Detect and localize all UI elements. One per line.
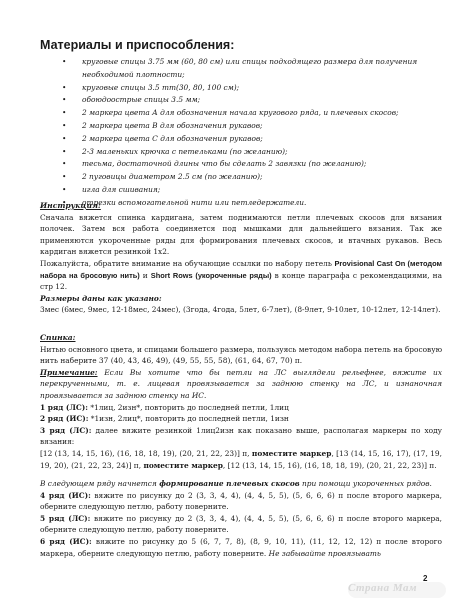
markers-paragraph: [12 (13, 14, 15, 16), (16, 18, 18, 19), (20, 21, 22, 23)] п, поместите маркер, [13 (14, 15, 16, 17), (17, 19, 19, 20), (21, 22, 23, 24)] п, поместите маркер, [12 (13, 14, 15, 16), (16, 18, 18, 19), (20, 21, 22, 23)] п.	[40, 448, 442, 470]
list-item: • 2 маркера цвета А для обозначения начала кругового ряда, и плечевых скосов;	[40, 107, 440, 120]
provisional-cast-on-link[interactable]: Provisional Cast On (методом набора на бросовую нить)	[40, 258, 442, 280]
note-paragraph: Примечание: Если Вы хотите что бы петли на ЛС выглядели рельефнее, вяжите их перекрученными, т. е. лицевая провязывается за заднюю стенку на ЛС, и изнаночная провязывается за заднюю стенку на ИС.	[40, 367, 442, 400]
instructions-paragraph: Сначала вяжется спинка кардигана, затем поднимаются петли плечевых скосов для вязания полочек. Затем вся работа соединяется под мышками для дальнейшего вязания. Так же применяются укороченные ряды для формирования плечевых скосов, и втачных рукавов. Весь кардиган вяжется резинкой 1х2.	[40, 212, 442, 257]
watermark-text: Страна Мам	[348, 582, 418, 594]
list-item: • обоюдоострые спицы 3.5 мм;	[40, 94, 440, 107]
instructions-heading: Инструкция:	[40, 201, 101, 210]
back-heading: Спинка:	[40, 333, 76, 342]
note-label: Примечание:	[40, 367, 98, 377]
row-6: 6 ряд (ИС): вяжите по рисунку до 5 (6, 7, 7, 8), (8, 9, 10, 11), (11, 12, 12, 12) п после второго маркера, оберните следующую петлю, работу поверните. Не забывайте провязывать	[40, 536, 442, 558]
list-item: • тесьма, достаточной длины что бы сделать 2 завязки (по желанию);	[40, 158, 440, 171]
instructions-section	[40, 200, 442, 316]
list-item: • круговые спицы 3.5 mm(30, 80, 100 см);	[40, 82, 440, 95]
sizes-heading: Размеры даны как указано:	[40, 293, 162, 303]
list-item: • отрезки вспомогательной нити или петледержатели.	[40, 197, 440, 210]
row-1: 1 ряд (ЛС): *1лиц, 2изн*, повторить до последней петли, 1лиц	[40, 402, 289, 412]
page-number: 2	[423, 574, 428, 583]
sizes-text: 3мес (6мес, 9мес, 12-18мес, 24мес), (3года, 4года, 5лет, 6-7лет), (8-9лет, 9-10лет, 10-12лет, 12-14лет).	[40, 305, 441, 315]
short-rows-link[interactable]: Short Rows (укороченные ряды)	[150, 270, 272, 280]
shoulders-section	[40, 478, 442, 559]
materials-heading: Материалы и приспособления:	[40, 38, 235, 52]
list-item: • игла для сшивания;	[40, 184, 440, 197]
back-section	[40, 332, 442, 471]
row-2: 2 ряд (ИС): *1изн, 2лиц*, повторить до последней петли, 1изн	[40, 414, 289, 424]
list-item: • 2 пуговицы диаметром 2.5 см (по желанию);	[40, 171, 440, 184]
list-item: • круговые спицы 3.75 мм (60, 80 см) или спицы подходящего размера для получения необходимой плотности;	[40, 56, 440, 82]
tutorial-links-paragraph: Пожалуйста, обратите внимание на обучающие ссылки по набору петель Provisional Cast On (методом набора на бросовую нить) и Short Rows (укороченные ряды) в конце параграфа с рекомендациями, на стр 12.	[40, 258, 443, 292]
shoulders-intro: В следующем ряду начнется формирование плечевых скосов при помощи укороченных рядов.	[40, 479, 432, 488]
row-3: 3 ряд (ЛС): далее вяжите резинкой 1лиц2изн как показано выше, располагая маркеры по ходу вязания:	[40, 425, 442, 447]
row-5: 5 ряд (ЛС): вяжите по рисунку до 2 (3, 3, 4, 4), (4, 4, 5, 5), (5, 6, 6, 6) п после второго маркера, оберните следующую петлю, работу поверните.	[40, 513, 443, 535]
row-4: 4 ряд (ИС): вяжите по рисунку до 2 (3, 3, 4, 4), (4, 4, 5, 5), (5, 6, 6, 6) п после второго маркера, оберните следующую петлю, работу поверните.	[40, 490, 442, 512]
list-item: • 2-3 маленьких крючка с петельками (по желанию);	[40, 146, 440, 159]
list-item: • 2 маркера цвета С для обозначения рукавов;	[40, 133, 440, 146]
watermark-logo	[348, 582, 446, 598]
list-item: • 2 маркера цвета В для обозначения рукавов;	[40, 120, 440, 133]
materials-list	[40, 56, 440, 210]
back-paragraph: Нитью основного цвета, и спицами большего размера, пользуясь методом набора петель на бросовую нить наберите 37 (40, 43, 46, 49), (49, 55, 55, 58), (61, 64, 67, 70) п.	[40, 344, 442, 366]
